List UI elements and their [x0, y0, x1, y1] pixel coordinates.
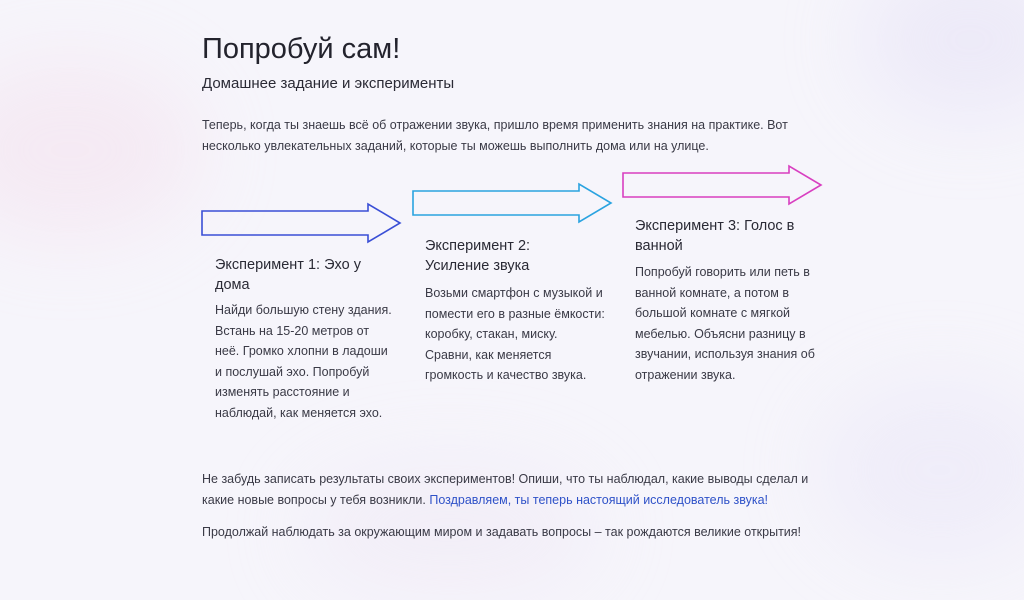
outro-paragraph — [202, 469, 842, 511]
experiment-3-text: Попробуй говорить или петь в ванной комнате, а потом в большой комнате с мягкой мебелью. Объясни разницу в звучании, используя знания об отражении звука. — [635, 265, 815, 382]
outro-text: Не забудь записать результаты своих экспериментов! Опиши, что ты наблюдал, какие выводы сделал и какие новые вопросы у тебя возникли. — [202, 472, 809, 507]
page-subtitle: Домашнее задание и эксперименты — [202, 75, 455, 92]
background-blob — [860, 0, 1024, 120]
background-blob — [0, 60, 200, 240]
background-blob — [820, 380, 1024, 560]
experiment-2-text: Возьми смартфон с музыкой и помести его в разные ёмкости: коробку, стакан, миску. Сравни, как меняется громкость и качество звука. — [425, 286, 605, 382]
arrow-icon — [200, 202, 404, 244]
experiment-2-title: Эксперимент 2: Усиление звука — [425, 238, 531, 274]
intro-paragraph: Теперь, когда ты знаешь всё об отражении звука, пришло время применить знания на практике. Вот несколько увлекательных заданий, которые ты можешь выполнить дома или на улице. — [202, 118, 788, 153]
arrow-icon — [411, 182, 615, 224]
experiment-1-title: Эксперимент 1: Эхо у дома — [215, 257, 361, 293]
arrow-icon — [621, 164, 825, 206]
page-title: Попробуй сам! — [202, 33, 401, 65]
experiment-1-text: Найди большую стену здания. Встань на 15-20 метров от неё. Громко хлопни в ладоши и послушай эхо. Попробуй изменять расстояние и наблюдай, как меняется эхо. — [215, 303, 392, 420]
closing-paragraph: Продолжай наблюдать за окружающим миром и задавать вопросы – так рождаются великие открытия! — [202, 525, 802, 539]
experiment-3-title: Эксперимент 3: Голос в ванной — [635, 218, 795, 254]
congrats-highlight: Поздравляем, ты теперь настоящий исследователь звука! — [429, 493, 768, 507]
